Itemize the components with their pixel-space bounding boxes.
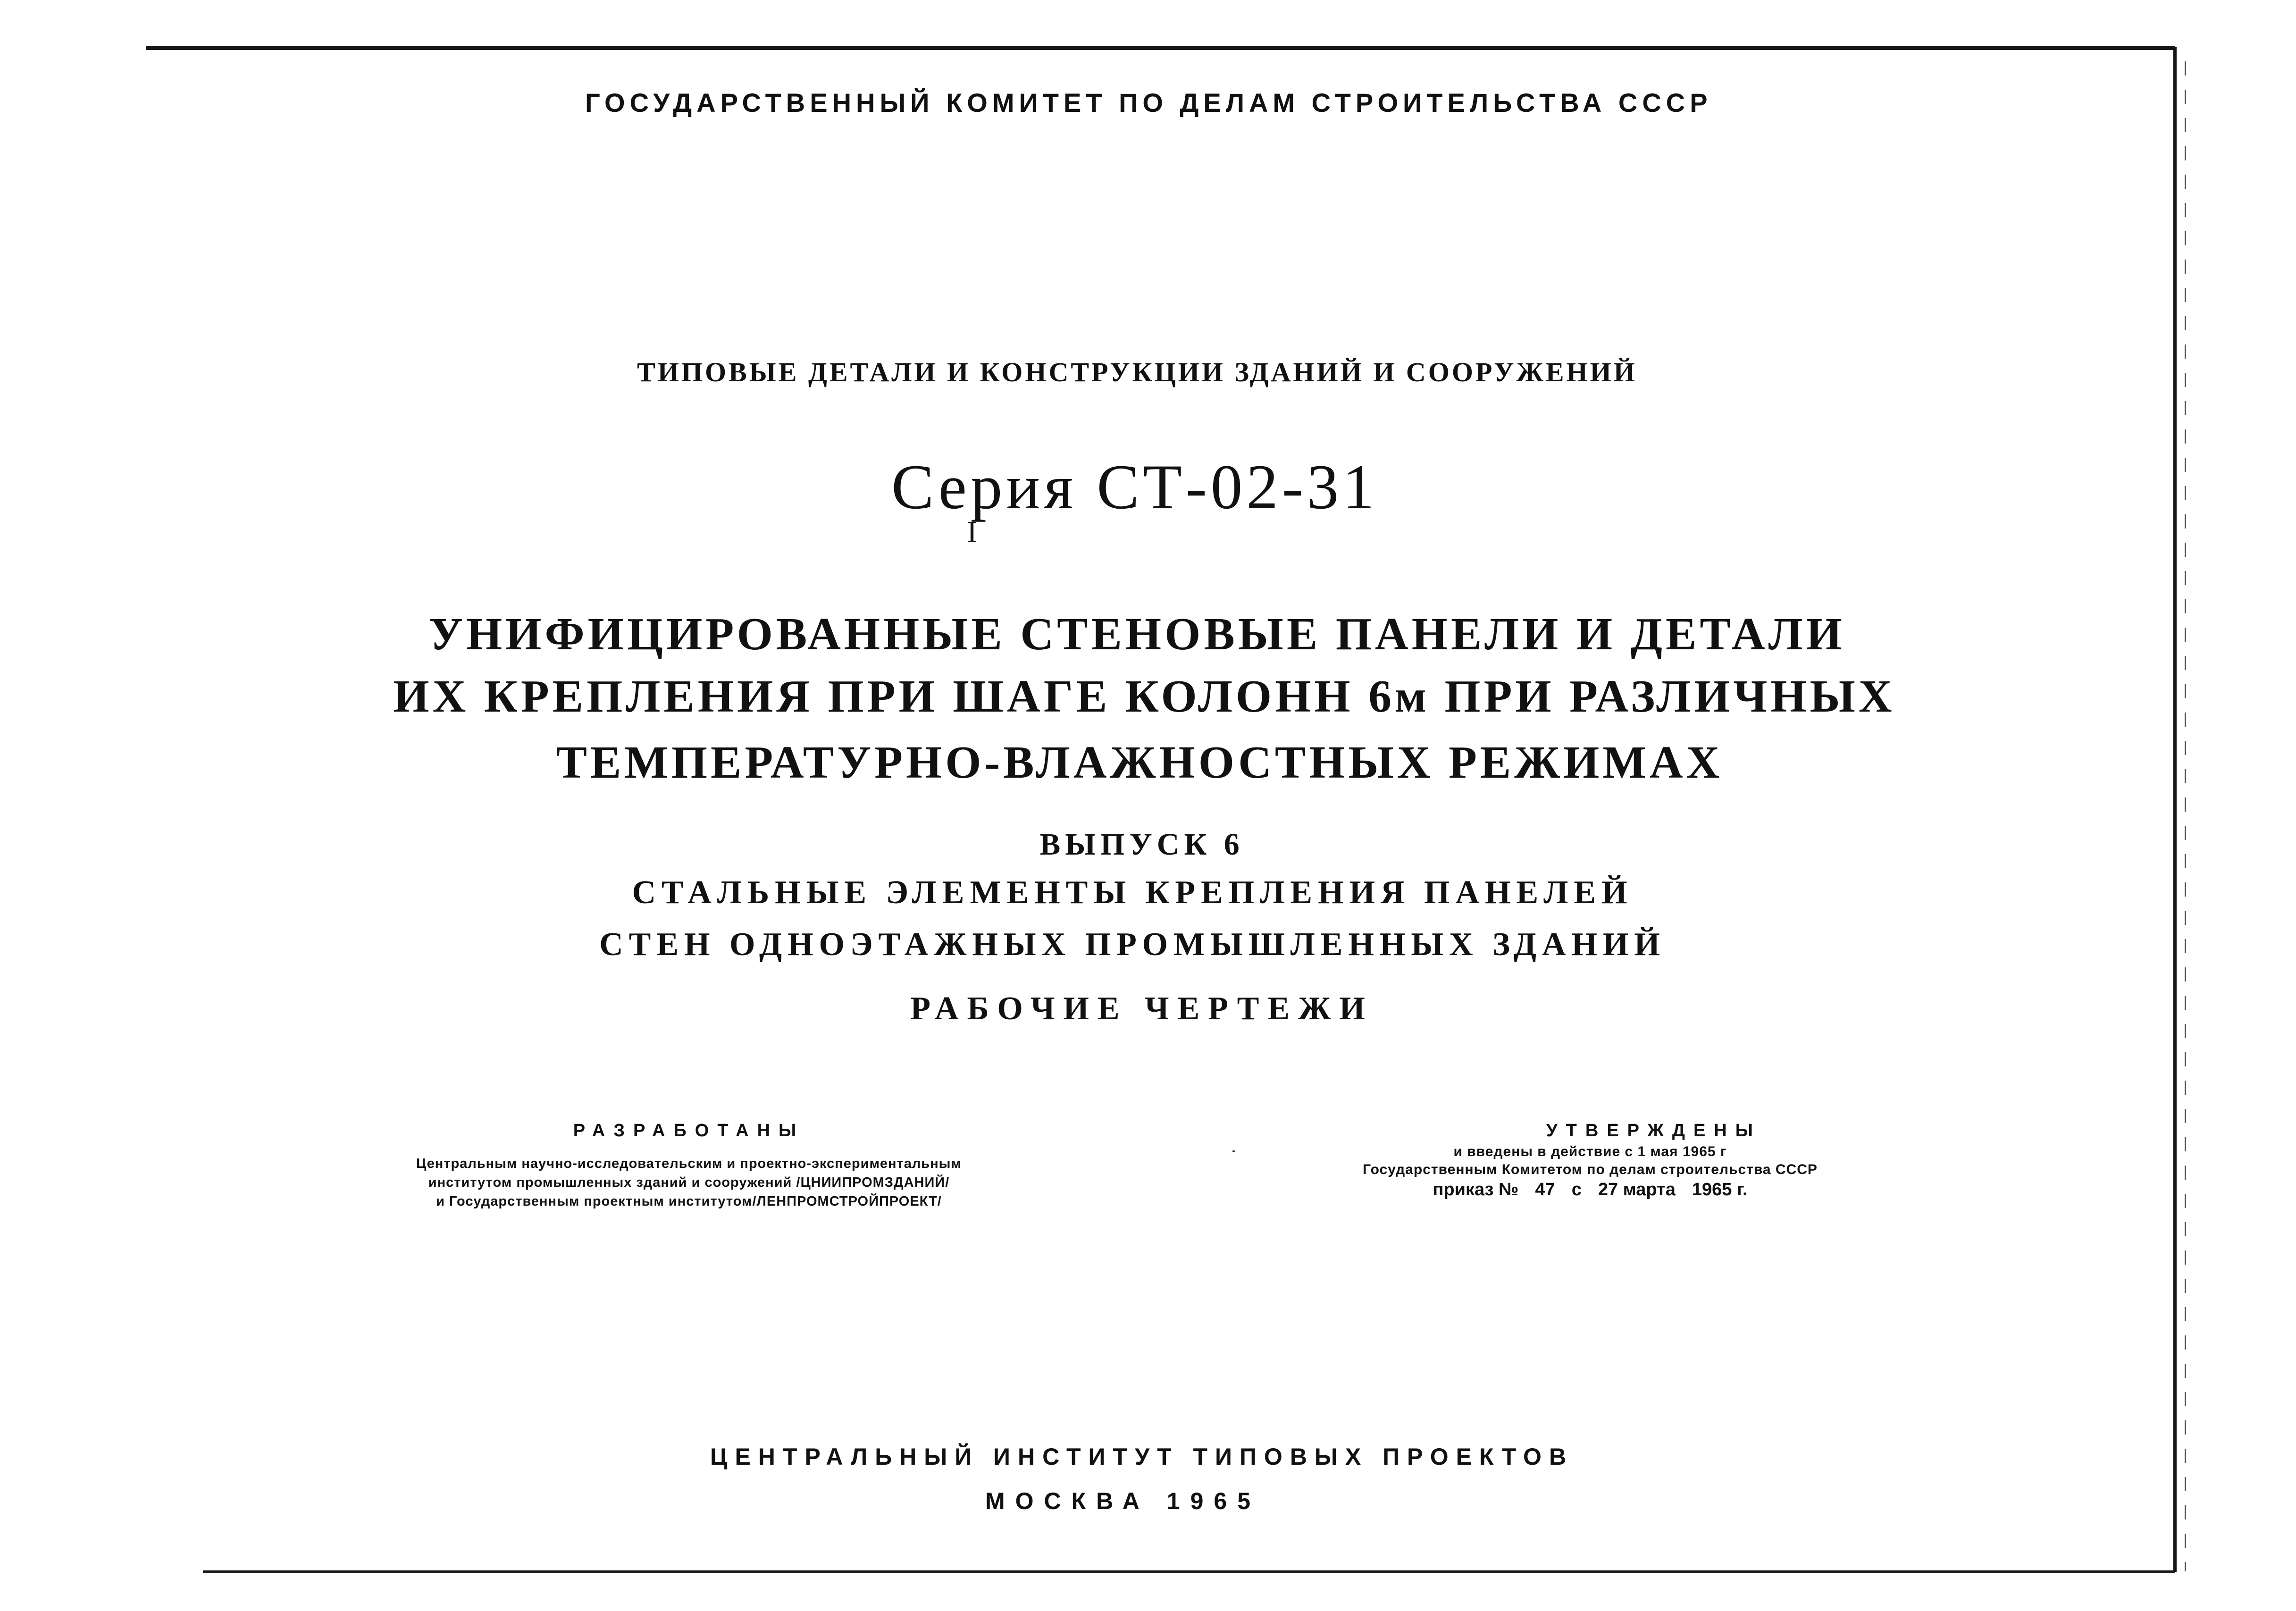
order-year: 1965 г. [1692, 1180, 1748, 1200]
order-number: 47 [1535, 1180, 1555, 1200]
committee-heading: ГОСУДАРСТВЕННЫЙ КОМИТЕТ ПО ДЕЛАМ СТРОИТЕЛЬСТВА СССР [585, 88, 1712, 117]
issue-number: ВЫПУСК 6 [1039, 827, 1244, 862]
document-type: РАБОЧИЕ ЧЕРТЕЖИ [910, 990, 1374, 1027]
publication-city-year: МОСКВА 1965 [985, 1488, 1261, 1514]
main-title-line-3: ТЕМПЕРАТУРНО-ВЛАЖНОСТНЫХ РЕЖИМАХ [556, 737, 1723, 788]
main-title-line-2: ИХ КРЕПЛЕНИЯ ПРИ ШАГЕ КОЛОНН 6м ПРИ РАЗЛИЧНЫХ [393, 671, 1895, 722]
approved-line-2: Государственным Комитетом по делам строительства СССР [1363, 1162, 1818, 1177]
issue-title-line-2: СТЕН ОДНОЭТАЖНЫХ ПРОМЫШЛЕННЫХ ЗДАНИЙ [599, 926, 1666, 963]
collection-heading: ТИПОВЫЕ ДЕТАЛИ И КОНСТРУКЦИИ ЗДАНИЙ И СООРУЖЕНИЙ [637, 357, 1637, 387]
developed-by-block [326, 1121, 1052, 1211]
order-label: приказ № [1433, 1180, 1519, 1200]
developed-line-3: и Государственным проектным институтом/ЛЕНПРОМСТРОЙПРОЕКТ/ [436, 1194, 942, 1209]
top-border-line [146, 46, 2175, 50]
approved-line-1: и введены в действие с 1 мая 1965 г [1453, 1144, 1727, 1159]
approved-by-block [1283, 1121, 1897, 1200]
order-date: 27 марта [1598, 1180, 1676, 1200]
series-part-number: I [967, 515, 977, 549]
approval-order-row [1283, 1179, 1897, 1200]
series-title: Серия СТ-02-31 [891, 452, 1378, 522]
issue-title-line-1: СТАЛЬНЫЕ ЭЛЕМЕНТЫ КРЕПЛЕНИЯ ПАНЕЛЕЙ [632, 874, 1633, 911]
developed-line-1: Центральным научно-исследовательским и проектно-экспериментальным [416, 1156, 962, 1171]
small-print-mark [1232, 1150, 1235, 1152]
approved-label: УТВЕРЖДЕНЫ [1546, 1121, 1761, 1141]
order-date-prefix: с [1571, 1180, 1582, 1200]
right-dashed-border-line [2185, 61, 2186, 1571]
developed-line-2: институтом промышленных зданий и сооружений /ЦНИИПРОМЗДАНИЙ/ [428, 1175, 950, 1190]
publisher-name: ЦЕНТРАЛЬНЫЙ ИНСТИТУТ ТИПОВЫХ ПРОЕКТОВ [710, 1443, 1574, 1470]
right-border-line [2173, 47, 2177, 1572]
developed-label: РАЗРАБОТАНЫ [573, 1121, 805, 1141]
main-title-line-1: УНИФИЦИРОВАННЫЕ СТЕНОВЫЕ ПАНЕЛИ И ДЕТАЛИ [429, 609, 1845, 660]
bottom-border-line [203, 1570, 2175, 1573]
